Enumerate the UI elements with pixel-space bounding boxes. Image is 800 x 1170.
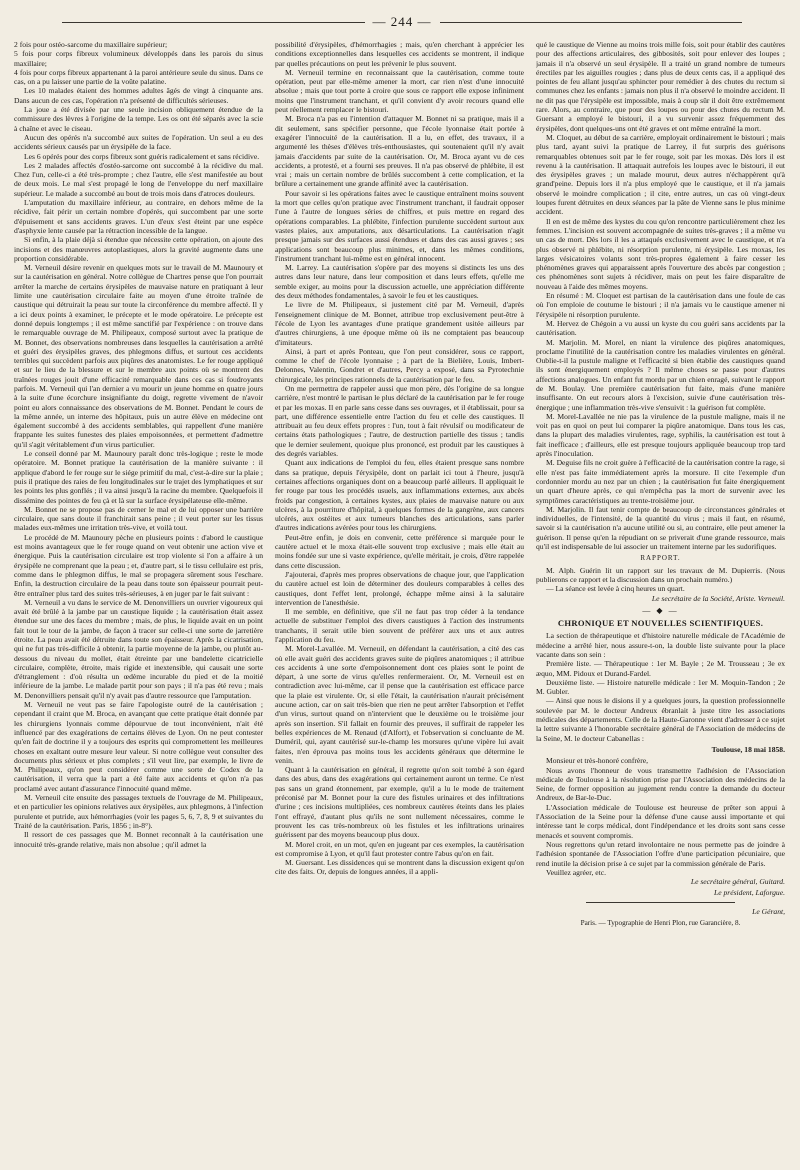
chronicle-heading: CHRONIQUE ET NOUVELLES SCIENTIFIQUES.: [557, 618, 764, 629]
paragraph: Aucun des opérés n'a succombé aux suites de l'opération. Un seul a eu des accidents sérieux causés par un érysipèle de la face.: [14, 132, 263, 152]
report-heading: RAPPORT.: [640, 554, 681, 563]
paragraph: M. Cloquet, au début de sa carrière, employait ordinairement le bistouri ; mais plus tard, ayant suivi la pratique de Larrey, il fut surpris des guérisons remarquables obtenues soit par le fer rouge, soit par les moxas. Dès lors il est revenu à la cautérisation. Il attaquait autrefois les loupes avec le bistouri, il eut des érysipèles graves ; un malade mourut, deux autres n'échappèrent qu'à grand'peine. Depuis lors il n'a plus employé que le caustique, et il n'a jamais observé le moindre complication ; il cite, entre autres, un cas où vingt-deux loupes furent détruites en deux séances par la pâte de Vienne sans le plus minime accident.: [536, 132, 785, 217]
footer-rule: [586, 902, 735, 903]
paragraph: Le procédé de M. Maunoury pèche en plusieurs points : d'abord le caustique est moins avantageux que le fer rouge quand on veut obtenir une action vive et énergique. Puis la cautérisation circulaire est trop violente si l'on a affaire à un érysipèle ne comprenant que la peau ; et, d'autre part, si le tissu cellulaire est pris, comme dans le phlegmon diffus, le mal se propagera sûrement sous l'eschare. Enfin, la destruction circulaire de la peau dans toute son épaisseur pourrait peut-être entraîner plus tard des suites très-sérieuses, à en juger par le fait suivant :: [14, 532, 263, 598]
paragraph: M. Deguise fils ne croit guère à l'efficacité de la cautérisation contre la rage, si elle n'est pas faite immédiatement après la morsure. Il cite l'exemple d'un cordonnier mordu au nez par un chien ; la cautérisation fut faite énergiquement un quart d'heure après, ce qui n'empêcha pas la mort de survenir avec les symptômes caractéristiques au trente-troisième jour.: [536, 458, 785, 505]
paragraph: L'amputation du maxillaire inférieur, au contraire, en dehors même de la récidive, fait périr un certain nombre d'opérés, qui succombent par une sorte d'épuisement et sans accidents graves. L'un d'eux s'est éteint par une espèce d'asphyxie lente causée par la rétraction incessible de la langue.: [14, 198, 263, 235]
paragraph: Deuxième liste. — Histoire naturelle médicale : 1er M. Moquin-Tandon ; 2e M. Gubler.: [536, 677, 785, 697]
paragraph: M. Marjolin. M. Morel, en niant la virulence des piqûres anatomiques, proclame l'inutilité de la cautérisation contre les maladies virulentes en général. Oublie-t-il la pustule maligne et l'efficacité si bien établie des caustiques quand ils sont énergiquement employés ? Il même choses se passe pour d'autres affections analogues. Un enfant fut mordu par un chien enragé, suivant le rapport de M. Boulay. Une première cautérisation fut faite, mais d'une manière insuffisante. On eut recours alors à l'excision, suivie d'une cautérisation très-énergique ; une inflammation très-vive s'ensuivit : la guérison fut complète.: [536, 337, 785, 412]
column-3: [536, 40, 785, 1155]
letter-dateline: Toulouse, 18 mai 1858.: [711, 744, 785, 754]
paragraph: M. Verneuil termine en reconnaissant que la cautérisation, comme toute opération, peut par elle-même amener la mort, car rien n'est d'une innocuité absolue ; mais que tout porte à croire que sous ce rapport elle expose infiniment moins que l'instrument tranchant, et qu'il convient d'y avoir recours quand elle peut réellement remplacer le bistouri.: [275, 67, 524, 115]
paragraph: En résumé : M. Cloquet est partisan de la cautérisation dans une foule de cas où l'on emploie de coutume le bistouri ; il n'a jamais vu le caustique amener ni l'érysipèle ni résorption purulente.: [536, 291, 785, 319]
paragraph: Première liste. — Thérapeutique : 1er M. Bayle ; 2e M. Trousseau ; 3e ex æquo, MM. Pidoux et Durand-Fardel.: [536, 659, 785, 678]
paragraph: La section de thérapeutique et d'histoire naturelle médicale de l'Académie de médecine a arrêté hier, nous assure-t-on, la double liste suivante pour la place vacante dans son sein :: [536, 631, 785, 659]
paragraph: M. Morel-Lavallée ne nie pas la virulence de la pustule maligne, mais il ne voit pas en quoi on peut lui comparer la piqûre anatomique. Dans tous les cas, dans la plupart des maladies virulentes, rage, syphilis, la cautérisation est tout à fait inefficace ; d'ailleurs, elle est presque toujours appliquée beaucoup trop tard après l'inoculation.: [536, 411, 785, 459]
paragraph: M. Larrey. La cautérisation s'opère par des moyens si distincts les uns des autres dans leur nature, dans leur composition et dans leurs effets, qu'elle me semble exiger, au moins pour la discussion actuelle, une appréciation différente des deux méthodes fondamentales, à savoir le feu et les caustiques.: [275, 263, 524, 301]
page-number: — 244 —: [372, 14, 432, 29]
paragraph: L'Association médicale de Toulouse est heureuse de prêter son appui à l'Association de la Seine pour la défense d'une cause aussi importante et qui intéresse tant le corps médical, dont l'indépendance et les droits sont sans cesse menacés et souvent compromis.: [536, 802, 785, 840]
paragraph: M. Verneuil cite ensuite des passages textuels de l'ouvrage de M. Philipeaux, et en particulier les opinions relatives aux érysipèles, aux phlegmons, à l'infection purulente et putride, aux hémorrhagies (voir les pages 5, 6, 7, 8, 9 et suivantes du Traité de la cautérisation. Paris, 1856 ; in-8°).: [14, 793, 263, 830]
paragraph: M. Verneuil désire revenir en quelques mots sur le travail de M. Maunoury et sur la cautérisation en général. Notre collègue de Chartres pense que l'on pourrait arrêter la marche de certains érysipèles de mauvaise nature en pratiquant à leur limite une cautérisation circulaire faite au moyen d'une étroite traînée de caustique qui détruirait la peau sur toute la circonférence du membre affecté. Il y a ici deux points à examiner, le précepte et le mode opératoire. Le précepte est donné depuis longtemps ; il est même sanctifié par l'expérience : on trouve dans le remarquable ouvrage de M. Philipeaux, composé surtout avec la pratique de M. Bonnet, des observations nombreuses dans lesquelles la cautérisation a arrêté et guéri des érysipèles graves, des phlegmons diffus, et surtout ces accidents terribles qui succèdent parfois aux piqûres des anatomistes. Le fer rouge appliqué et sur le lieu de la blessure et sur le membre aux points où se montrent des traînées rouges jouit d'une efficacité remarquable dans ces cas si foudroyants parfois. M. Verneuil qui l'an dernier a vu mourir un jeune homme en quatre jours à la suite d'une écorchure insignifiante du doigt, regrette vivement de n'avoir point eu alors connaissance des observations de M. Bonnet. Pendant le cours de la même année, un interne des hôpitaux, puis un autre élève en médecine ont également succombé à des accidents semblables, qui rappellent d'une manière frappante les suites funestes des plaies empoisonnées, et permettent d'admettre qu'il s'agit véritablement d'un virus particulier.: [14, 263, 263, 449]
page-header: [54, 12, 750, 32]
paragraph: Si enfin, à la plaie déjà si étendue que nécessite cette opération, on ajoute des incisions et des manœuvres autoplastiques, alors la gravité augmente dans une proportion considérable.: [14, 235, 263, 263]
paragraph: M. Marjolin. Il faut tenir compte de beaucoup de circonstances générales et individuelles, de l'intensité, de la quantité du virus ; mais il faut, en résumé, savoir si la cautérisation n'a aucune utilité ou si, au contraire, elle peut amener la guérison. Il pense qu'en la répudiant on se priverait d'une grande ressource, mais qu'il est indispensable de lui associer un traitement interne par les sudorifiques.: [536, 504, 785, 552]
paragraph: M. Verneuil a vu dans le service de M. Denonvilliers un ouvrier vigoureux qui avait été brûlé à la jambe par un caustique liquide ; la cautérisation était assez étendue sur une des faces du membre ; mais, de plus, le liquide avait en un point fait tout le tour de la jambe, de façon à tracer sur celle-ci une sorte de jarretière étroite. La peau avait été détruite dans toute son épaisseur. Après la cicatrisation, qui ne fut pas très-difficile à obtenir, la partie moyenne de la jambe, ou plutôt au-dessous du niveau du mollet, était étreinte par une bandelette cicatricielle circulaire, complète, étroite, mais rigide et inextensible, qui causait une sorte d'étranglement : d'où résulta un œdème incurable du pied et de la moitié inférieure de la jambe. Le malade partit pour son pays ; il n'a pas été revu ; mais M. Denonvilliers pensait qu'il n'y avait pas d'autre ressource que l'amputation.: [14, 597, 263, 700]
paragraph: M. Broca n'a pas eu l'intention d'attaquer M. Bonnet ni sa pratique, mais il a dit seulement, sans spécifier personne, que l'école lyonnaise était portée à exagérer l'innocuité de la cautérisation. Il a lu, en effet, des travaux, il a argumenté les thèses d'élèves très-enthousiastes, qui soutenaient qu'il n'y avait jamais d'accidents par suite de la cautérisation. Or, M. Broca ayant vu de ces accidents, a protesté, et a fourni ses preuves. Il n'a pas observé de phlébite, il est vrai ; mais un certain nombre de brûlés succombent à cette complication, et la brûlure a certainement une grande affinité avec la cautérisation.: [275, 114, 524, 189]
paragraph: Les 6 opérés pour des corps fibreux sont guéris radicalement et sans récidive.: [24, 151, 260, 161]
paragraph: Il ressort de ces passages que M. Bonnet reconnaît à la cautérisation une innocuité très-grande relative, mais non absolue ; qu'il admet la: [14, 830, 263, 849]
paragraph: M. Morel-Lavallée. M. Verneuil, en défendant la cautérisation, a cité des cas où elle avait guéri des accidents graves suite de piqûres anatomiques ; il attribue ces accidents à une sorte d'empoisonnement dont ces plaies sont le point de départ, à une sorte de virus qu'elles renfermeraient. Or, M. Verneuil est en contradiction avec lui-même, car il pense que la cautérisation est efficace parce que la plaie est virulente. Or, si elle l'était, la cautérisation n'aurait précisément aucune action, car on sait très-bien que rien ne peut arrêter l'absorption et l'effet d'un virus, surtout quand on n'intervient que le deuxième ou le troisième jour après son insertion. S'il fallait en fournir des preuves, il suffirait de rappeler les belles expériences de M. Renaud (d'Alfort), et l'observation si concluante de M. Duméril, qui, ayant cautérisé sur-le-champ les morsures qu'une vipère lui avait faites, n'en éprouva pas moins tous les accidents généraux que détermine le venin.: [275, 644, 524, 765]
paragraph: M. Morel croit, en un mot, qu'en en jugeant par ces exemples, la cautérisation est compromise à Lyon, et qu'il faut protester contre l'abus qu'on en fait.: [275, 839, 524, 858]
secretary-signature: Le secrétaire de la Société, Ariste. Verneuil.: [651, 593, 785, 603]
header-rule-left: [62, 22, 365, 23]
header-rule-right: [440, 22, 743, 23]
paragraph: Ainsi, à part et après Ponteau, que l'on peut considérer, sous ce rapport, comme le chef de l'école lyonnaise ; à part de la Bielière, Louis, Imbert-Delonnes, Valentin, Gondret et d'autres, Percy a exposé, dans sa Pyrotechnie chirurgicale, les principes rationnels de la cautérisation par le feu.: [275, 346, 524, 384]
letter-signature-secretary: Le secrétaire général, Guitard.: [690, 877, 785, 887]
column-2: [275, 40, 524, 1155]
paragraph: On me permettra de rappeler aussi que mon père, dès l'origine de sa longue carrière, n'est montré le partisan le plus déclaré de la cautérisation par le fer rouge et par les moxas. Il en parle sans cesse dans ses ouvrages, et il établissait, pour sa part, une différence essentielle entre l'action du feu et celle des caustiques. Il attribuait au feu deux effets propres : l'un, tout à fait révulsif ou modificateur de certains états pathologiques ; l'autre, de destruction partielle des tissus ; tandis que le dernier seulement, quoique plus prononcé, est produit par les caustiques à des degrés variables.: [275, 383, 524, 459]
paragraph: — Ainsi que nous le disions il y a quelques jours, la question professionnelle soulevée par M. le docteur Andreux ébranlait à juste titre les associations médicales des départements. Celle de la Haute-Garonne vient d'adresser à ce sujet la lettre suivante à l'honorable secrétaire général de l'Association de médecins de la Seine, M. le docteur Cabanellas :: [536, 696, 785, 743]
paragraph: Les 10 malades étaient des hommes adultes âgés de vingt à cinquante ans. Dans aucun de ces cas, l'opération n'a présenté de difficultés sérieuses.: [14, 86, 263, 105]
paragraph: Il en est de même des kystes du cou qu'on rencontre particulièrement chez les femmes. L'incision est souvent accompagnée de suites très-graves ; il a même vu un cas de mort. Dès lors il les a attaqués exclusivement avec le caustique, et n'a plus observé ni phlébite, ni résorption purulente, ni érysipèle. Les moxas, les larges vésicatoires volants sont très-propres également à faire cesser les phénomènes graves qui apparaissent après l'ouverture des abcès par congestion ; ces phénomènes sont sujets à récidiver, mais on peut les faire disparaître de nouveau à l'aide des mêmes moyens.: [536, 216, 785, 291]
paragraph: possibilité d'érysipèles, d'hémorrhagies ; mais, qu'en cherchant à apprécier les conditions exceptionnelles dans lesquelles ces accidents se montrent, il indique par quelles précautions on peut les prévenir le plus souvent.: [275, 40, 524, 68]
paragraph: Quant aux indications de l'emploi du feu, elles étaient presque sans nombre dans sa pratique, depuis l'érysipèle, dont on parlait ici tout à l'heure, jusqu'à certaines affections organiques dont on a beaucoup parlé ailleurs. Il appliquait le fer rouge par tous les procédés usuels, aux inflammations externes, aux abcès froids par congestion, à certaines kystes, aux plaies de mauvaise nature ou aux ulcères, à la pourriture d'hôpital, à quelques formes de la gangrène, aux cancers ulcérés, aux ostéites et aux tumeurs blanches des articulations, sans parler d'autres indications avérées pour tous les chirurgiens.: [275, 458, 524, 533]
gerant-label: Le Gérant,: [752, 906, 785, 916]
paragraph: Peut-être enfin, je dois en convenir, cette préférence si marquée pour le cautère actuel et le moxa était-elle souvent trop exclusive ; mais elle était au moins fondée sur une si vaste expérience, qu'elle méritait, je crois, d'être rappelée dans cette discussion.: [275, 532, 524, 570]
paragraph: M. Bonnet ne se propose pas de cerner le mal et de lui opposer une barrière circulaire, que sans doute il franchirait sans peine ; il veut porter sur les tissus malades eux-mêmes une irritation très-vive, et voilà tout.: [14, 504, 263, 533]
printer-imprint: Paris. — Typographie de Henri Plon, rue Garancière, 8.: [580, 919, 741, 928]
paragraph: 5 fois pour corps fibreux volumineux développés dans les parois du sinus maxillaire;: [14, 49, 263, 68]
paragraph: Pour savoir si les opérations faites avec le caustique entraînent moins souvent la mort que celles qu'on pratique avec l'instrument tranchant, il faudrait opposer l'une à l'autre de longues séries de chiffres, et puis mettre en regard des opérations comparables. La phlébite, l'infection purulente succèdent surtout aux vastes plaies, aux amputations, aux désarticulations. La cautérisation n'agit presque jamais sur des surfaces aussi étendues et dans des cas aussi graves ; ses applications sont beaucoup plus minimes, et, dans les mêmes conditions, l'instrument tranchant lui-même est en général innocent.: [275, 188, 524, 263]
paragraph: Il me semble, en définitive, que s'il ne faut pas trop céder à la tendance actuelle de substituer l'emploi des divers caustiques à l'action des instruments tranchants, il serait utile bien souvent de préférer aux uns et aux autres l'application du feu.: [275, 607, 524, 644]
paragraph: J'ajouterai, d'après mes propres observations de chaque jour, que l'application du cautère actuel est loin de déterminer des douleurs comparables à celles des caustiques, dont l'effet lent, prolongé, échappe même ainsi à la salutaire intervention de l'anesthésie.: [275, 569, 524, 607]
paragraph: Monsieur et très-honoré confrère,: [546, 756, 649, 766]
paragraph: La joue a été divisée par une seule incision obliquement étendue de la commissure des lèvres à l'origine de la tempe. Les os ont été séparés avec la scie à chaîne et avec le ciseau.: [14, 105, 263, 133]
column-1: [14, 40, 263, 1155]
text-columns: [14, 40, 790, 1155]
paragraph: Nous regrettons qu'un retard involontaire ne nous permette pas de joindre à l'adhésion spontanée de l'Association l'offre d'une participation pécuniaire, que rend inutile la décision prise à ce sujet par la commission générale de Paris.: [536, 839, 785, 868]
paragraph: Le conseil donné par M. Maunoury paraît donc très-logique ; reste le mode opératoire. M. Bonnet pratique la cautérisation de la manière suivante : il applique d'abord le fer rouge sur le siége primitif du mal, c'est-à-dire sur la plaie ; puis il pratique des raies de feu longitudinales sur le trajet des lymphatiques et sur les points les plus gonflés ; il va ainsi jusqu'à la racine du membre. Quelquefois il dissémine des pointes de feu çà et là sur la surface érysipélateuse elle-même.: [14, 449, 263, 505]
paragraph: M. Hervez de Chégoin a vu aussi un kyste du cou guéri sans accidents par la cautérisation.: [536, 318, 785, 338]
paragraph: M. Guersant. Les dissidences qui se montrent dans la discussion exigent qu'on cite des faits. Or, depuis de longues années, il a appli-: [275, 858, 524, 877]
paragraph: 4 fois pour corps fibreux appartenant à la paroi antérieure seule du sinus. Dans ce cas, on a pu laisser une partie de la voûte palatine.: [14, 67, 263, 87]
paragraph: 2 fois pour ostéo-sarcome du maxillaire supérieur;: [14, 40, 168, 49]
paragraph: M. Alph. Guérin lit un rapport sur les travaux de M. Dupierris. (Nous publierons ce rapport et la discussion dans un prochain numéro.): [536, 565, 785, 584]
paragraph: Nous avons l'honneur de vous transmettre l'adhésion de l'Association médicale de Toulouse à la résolution prise par l'Association des médecins de la Seine, de former opposition au jugement rendu contre la demande du docteur Andreux, de Bar-le-Duc.: [536, 765, 785, 803]
ornament-divider: — ◆ —: [642, 605, 679, 615]
paragraph: M. Verneuil ne veut pas se faire l'apologiste outré de la cautérisation ; cependant il craint que M. Broca, en avançant que cette pratique était donnée par les chirurgiens lyonnais comme dépourvue de tout inconvénient, n'ait été influencé par des exagérations de certains élèves de Lyon. On ne peut contester qu'en fait de doctrine il y a toujours des esprits qui compromettent les meilleures choses en exaltant outre mesure leur valeur. Si notre collègue veut consulter des documents plus sérieux et plus complets ; s'il veut lire, par exemple, le livre de M. Philipeaux, qu'on peut considérer comme une sorte de Codex de la cautérisation, il verra que la part a été faite aux accidents et qu'on n'a pas proclamé avec autant d'assurance l'innocuité quand même.: [14, 700, 263, 793]
paragraph: Le livre de M. Philipeaux, si justement cité par M. Verneuil, d'après l'enseignement clinique de M. Bonnet, attribue trop exclusivement peut-être à l'école de Lyon les avantages d'une pratique grandement usitée ailleurs par d'autres chirurgiens, à une époque même où ils ne comptaient pas beaucoup d'imitateurs.: [275, 300, 524, 347]
paragraph: Les 2 malades affectés d'ostéo-sarcome ont succombé à la récidive du mal. Chez l'un, celle-ci a été très-prompte ; chez l'autre, elle s'est manifestée au bout de deux mois. Le mal s'est propagé le long de l'enveloppe du nerf maxillaire supérieur. Le malade a succombé au bout de trois mois dans d'atroces douleurs.: [14, 160, 263, 198]
paragraph: Veuillez agréer, etc.: [546, 867, 606, 877]
paragraph: qué le caustique de Vienne au moins trois mille fois, soit pour établir des cautères pour des affections articulaires, des gibbosités, soit pour enlever des loupes ; jamais il n'a observé un seul érysipèle. Il a traité un grand nombre de tumeurs érectiles par les aiguilles rougies ; dans plus de deux cents cas, il a appliqué des pointes de feu allant jusqu'au sphincter pour remédier à des chutes du rectum si communes chez les enfants : jamais non plus il n'a observé le moindre accident. Il ne dit pas que l'érysipèle est impossible, mais à coup sûr il doit être extrêmement rare. Alors, au contraire, que pour des loupes ou pour des chutes du rectum M. Guersant a employé le bistouri, il a vu survenir assez fréquemment des érysipèles, dont quelques-uns ont été graves et ont même entraîné la mort.: [536, 40, 785, 133]
paragraph: — La séance est levée à cinq heures un quart.: [546, 584, 685, 594]
paragraph: Quant à la cautérisation en général, il regrette qu'on soit tombé à son égard dans des abus, dans des exagérations qui certainement auront un terme. Ce n'est pas sans un grand étonnement, par exemple, qu'il a lu le mode de traitement préconisé par M. Bonnet pour la cure des fistules urinaires et des infiltrations d'urine ; ces incisions multipliées, ces nombreux cautères éteints dans les plaies l'ont effrayé, d'autant plus qu'ils ne sont nullement nécessaires, comme le prouvent les cas très-nombreux où les fistules et les infiltrations urinaires guérissent par des moyens beaucoup plus doux.: [275, 765, 524, 840]
letter-signature-president: Le président, Laforgue.: [713, 888, 785, 898]
